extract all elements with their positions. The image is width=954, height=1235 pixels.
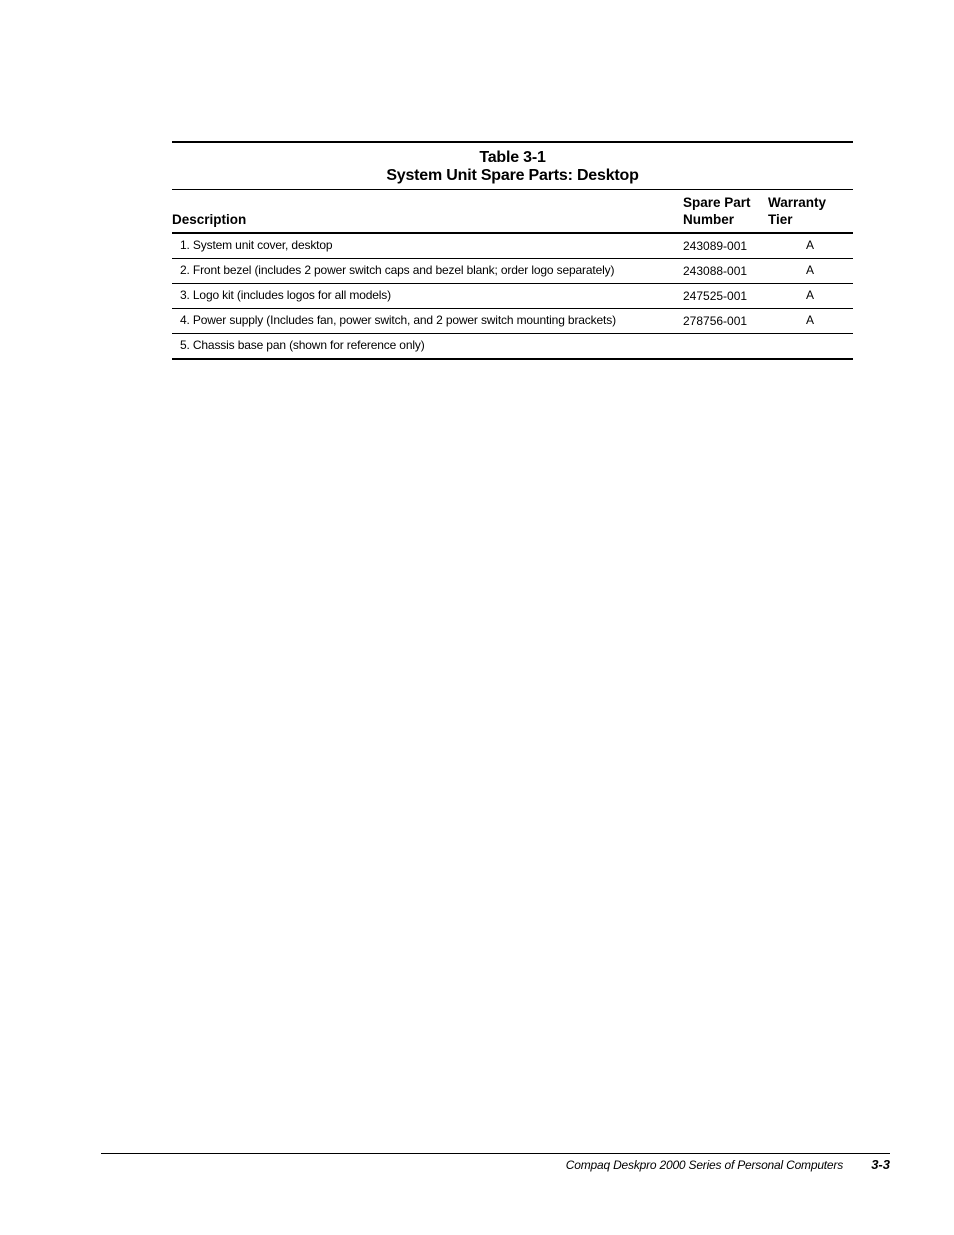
- row-description: 3. Logo kit (includes logos for all models): [180, 288, 391, 302]
- header-warranty-line1: Warranty: [768, 195, 827, 210]
- table-row: [172, 232, 853, 258]
- table-row: [172, 308, 853, 333]
- table-row: [172, 283, 853, 308]
- spare-parts-table: [172, 141, 853, 360]
- header-spare-part-line2: Number: [683, 212, 735, 227]
- row-warranty-tier: A: [806, 288, 815, 302]
- page-number: 3-3: [871, 1157, 890, 1172]
- row-warranty-tier: A: [806, 263, 815, 277]
- row-warranty-tier: A: [806, 238, 815, 252]
- row-description: 4. Power supply (Includes fan, power switch, and 2 power switch mounting brackets): [180, 313, 616, 327]
- row-part-number: 243088-001: [683, 264, 748, 278]
- table-bottom-rule: [172, 358, 853, 360]
- row-description: 5. Chassis base pan (shown for reference only): [180, 338, 425, 352]
- header-warranty-line2: Tier: [768, 212, 793, 227]
- row-description: 2. Front bezel (includes 2 power switch caps and bezel blank; order logo separately): [180, 263, 615, 277]
- row-part-number: 278756-001: [683, 314, 748, 328]
- page-footer: [101, 1153, 890, 1172]
- row-part-number: 247525-001: [683, 289, 748, 303]
- table-number: Table 3-1: [479, 149, 546, 166]
- row-part-number: 243089-001: [683, 239, 748, 253]
- table-header: [172, 190, 853, 232]
- footer-title: Compaq Deskpro 2000 Series of Personal Computers: [565, 1158, 843, 1172]
- table-row: [172, 258, 853, 283]
- header-spare-part-number: [683, 194, 751, 228]
- header-description: Description: [172, 212, 247, 227]
- row-warranty-tier: A: [806, 313, 815, 327]
- table-row: [172, 333, 853, 358]
- header-spare-part-line1: Spare Part: [683, 195, 751, 210]
- row-description: 1. System unit cover, desktop: [180, 238, 333, 252]
- table-caption: System Unit Spare Parts: Desktop: [386, 167, 639, 184]
- table-title: [172, 143, 853, 189]
- header-warranty-tier: [768, 194, 826, 228]
